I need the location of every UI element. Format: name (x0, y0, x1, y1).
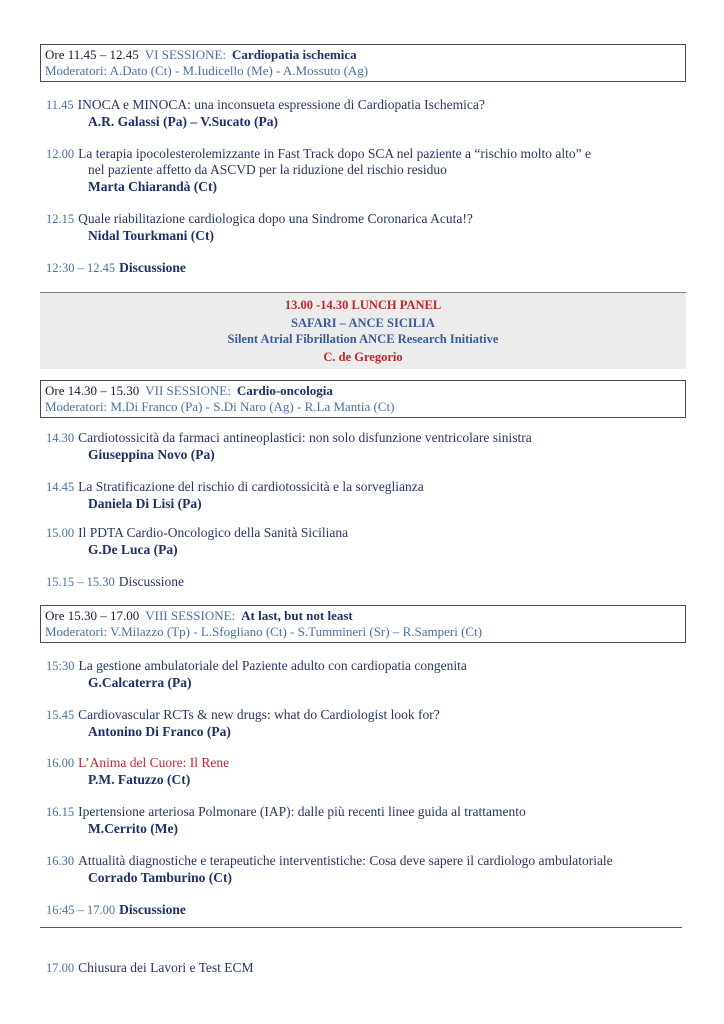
talk-item (46, 755, 686, 788)
talk-time: 15:30 (46, 659, 75, 673)
moderators: Moderatori: M.Di Franco (Pa) - S.Di Naro (Ag) - R.La Mantia (Ct) (45, 399, 395, 414)
talk-time: 15.00 (46, 526, 75, 540)
talk-item (46, 658, 686, 691)
lunch-subtitle: Silent Atrial Fibrillation ANCE Research Initiative (227, 332, 499, 346)
talk-title: Il PDTA Cardio-Oncologico della Sanità Siciliana (78, 525, 349, 540)
discussion-item (46, 574, 686, 590)
talk-title: La gestione ambulatoriale del Paziente adulto con cardiopatia congenita (78, 658, 467, 673)
moderators: Moderatori: V.Milazzo (Tp) - L.Sfogliano (Ct) - S.Tumminerì (Sr) – R.Samperi (Ct) (45, 624, 483, 639)
discussion-item (46, 902, 686, 918)
closing-title: Chiusura dei Lavori e Test ECM (78, 960, 254, 975)
talk-item (46, 853, 686, 886)
talk-speaker: Marta Chiarandà (Ct) (88, 179, 217, 194)
discussion-label: Discussione (118, 574, 184, 589)
lunch-panel (40, 292, 686, 369)
session-title: At last, but not least (241, 608, 353, 623)
talk-speaker: P.M. Fatuzzo (Ct) (88, 772, 191, 787)
session-time: Ore 11.45 – 12.45 (45, 47, 139, 62)
discussion-label: Discussione (119, 902, 186, 917)
talk-time: 16.15 (46, 805, 75, 819)
talk-speaker: Corrado Tamburino (Ct) (88, 870, 233, 885)
session-label: VIII SESSIONE: (145, 608, 236, 623)
talk-title: INOCA e MINOCA: una inconsueta espressione di Cardiopatia Ischemica? (77, 97, 485, 112)
talk-item (46, 146, 686, 195)
talk-title: Cardiotossicità da farmaci antineoplastici: non solo disfunzione ventricolare sinistra (78, 430, 532, 445)
session-8-header (40, 605, 686, 643)
talk-item (46, 707, 686, 740)
talk-item (46, 479, 686, 512)
talk-time: 16.30 (46, 854, 75, 868)
divider (40, 927, 682, 928)
talk-title: La Stratificazione del rischio di cardiotossicità e la sorveglianza (78, 479, 424, 494)
session-time: Ore 14.30 – 15.30 (45, 383, 140, 398)
talk-title-continued: nel paziente affetto da ASCVD per la riduzione del rischio residuo (88, 162, 447, 177)
talk-title: Attualità diagnostiche e terapeutiche interventistiche: Cosa deve sapere il cardiologo ambulatoriale (78, 853, 613, 868)
talk-time: 12.00 (46, 147, 75, 161)
talk-time: 11.45 (46, 98, 74, 112)
discussion-time: 15.15 – 15.30 (46, 575, 115, 589)
lunch-time: 13.00 -14.30 LUNCH PANEL (284, 298, 442, 312)
talk-title: La terapia ipocolesterolemizzante in Fast Track dopo SCA nel paziente a “rischio molto alto” e (78, 146, 591, 161)
discussion-time: 16:45 – 17.00 (46, 903, 116, 917)
talk-item (46, 211, 686, 244)
discussion-item (46, 260, 686, 276)
closing-time: 17.00 (46, 961, 75, 975)
talk-speaker: Antonino Di Franco (Pa) (88, 724, 231, 739)
session-title: Cardiopatia ischemica (232, 47, 357, 62)
discussion-label: Discussione (119, 260, 186, 275)
talk-speaker: M.Cerrito (Me) (88, 821, 178, 836)
talk-speaker: G.Calcaterra (Pa) (88, 675, 192, 690)
talk-item (46, 525, 686, 558)
session-7-header (40, 380, 686, 418)
talk-title: Quale riabilitazione cardiologica dopo una Sindrome Coronarica Acuta!? (78, 211, 473, 226)
talk-time: 15.45 (46, 708, 75, 722)
talk-speaker: A.R. Galassi (Pa) – V.Sucato (Pa) (88, 114, 279, 129)
discussion-time: 12:30 – 12.45 (46, 261, 116, 275)
session-label: VI SESSIONE: (144, 47, 227, 62)
talk-time: 14.30 (46, 431, 75, 445)
talk-item (46, 97, 686, 130)
talk-item (46, 430, 686, 463)
lunch-sponsor: SAFARI – ANCE SICILIA (291, 316, 435, 330)
session-time: Ore 15.30 – 17.00 (45, 608, 140, 623)
talk-time: 16.00 (46, 756, 75, 770)
talk-speaker: Nidal Tourkmani (Ct) (88, 228, 215, 243)
talk-title: Cardiovascular RCTs & new drugs: what do Cardiologist look for? (78, 707, 440, 722)
talk-title: L’Anima del Cuore: Il Rene (78, 755, 230, 770)
talk-title: Ipertensione arteriosa Polmonare (IAP): dalle più recenti linee guida al trattamento (78, 804, 526, 819)
talk-time: 12.15 (46, 212, 75, 226)
session-6-header (40, 44, 686, 82)
lunch-speaker: C. de Gregorio (323, 350, 403, 364)
talk-speaker: Daniela Di Lisi (Pa) (88, 496, 202, 511)
moderators: Moderatori: A.Dato (Ct) - M.Iudicello (Me) - A.Mossuto (Ag) (45, 63, 369, 78)
session-title: Cardio-oncologia (236, 383, 333, 398)
closing-item (46, 960, 686, 976)
talk-speaker: G.De Luca (Pa) (88, 542, 178, 557)
talk-item (46, 804, 686, 837)
talk-time: 14.45 (46, 480, 75, 494)
session-label: VII SESSIONE: (145, 383, 231, 398)
talk-speaker: Giuseppina Novo (Pa) (88, 447, 215, 462)
